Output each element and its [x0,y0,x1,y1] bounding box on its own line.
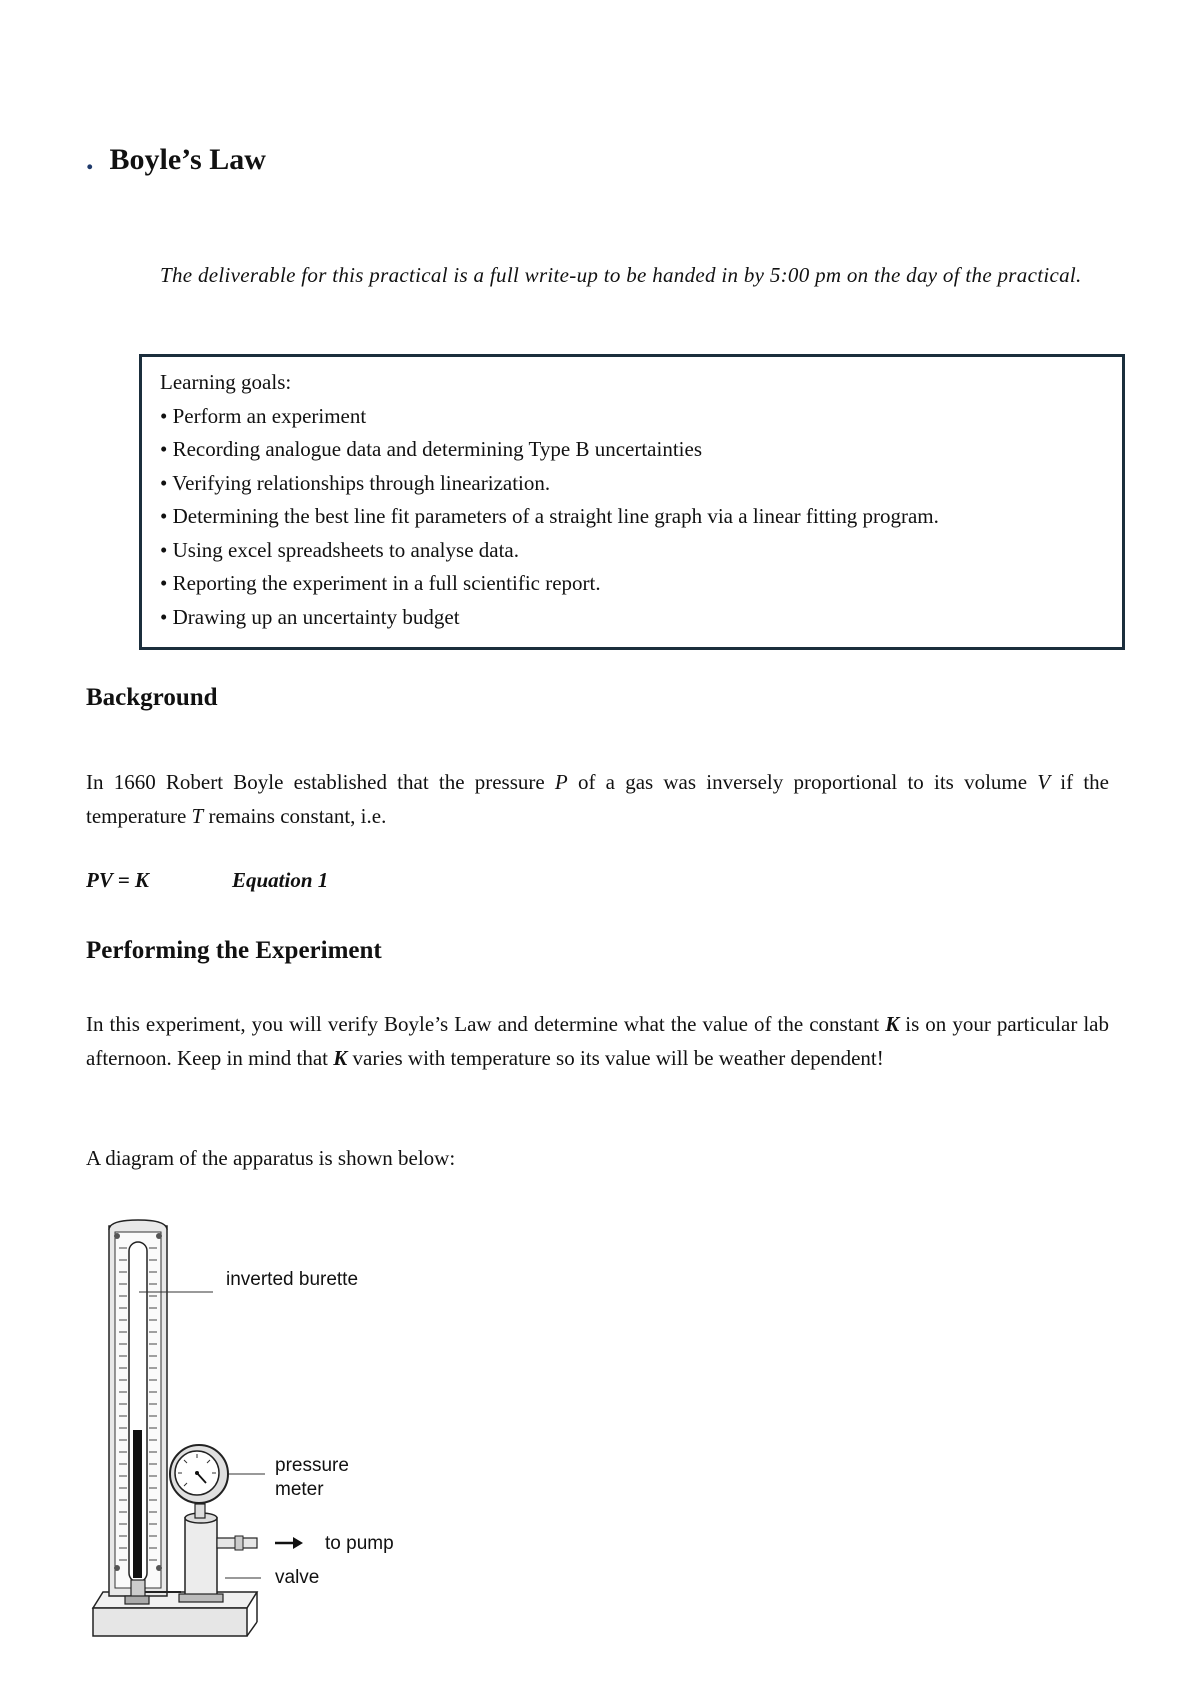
constant-symbol: K [333,1046,348,1070]
diagram-intro: A diagram of the apparatus is shown below: [86,1146,456,1170]
apparatus-diagram [85,1208,425,1640]
pressure-symbol: P [554,770,568,794]
arrow-right-icon [293,1537,303,1549]
liquid-column [133,1430,142,1578]
background-paragraph [86,765,1109,833]
pump-label: to pump [325,1533,394,1554]
learning-goals-heading: Learning goals: [160,370,292,394]
learning-goal-item: • Determining the best line fit parameters of a straight line graph via a linear fitting program. [160,500,1104,534]
background-text: if the temperature [86,770,1109,828]
equation: PV = K [86,868,149,892]
background-text: remains constant, i.e. [203,804,387,828]
experiment-heading: Performing the Experiment [86,937,382,964]
temperature-symbol: T [191,804,204,828]
constant-symbol: K [885,1012,900,1036]
base-front [93,1608,247,1636]
title-bullet: . [86,143,94,176]
valve-cylinder [185,1518,217,1600]
learning-goal-item: • Reporting the experiment in a full scientific report. [160,567,1104,601]
pressure-label: pressure [275,1455,349,1476]
background-text: In 1660 Robert Boyle established that the pressure [86,770,555,794]
deliverable-note: The deliverable for this practical is a full write-up to be handed in by 5:00 pm on the day of the practical. [160,263,1082,287]
learning-goal-item: • Using excel spreadsheets to analyse data. [160,534,1104,568]
background-heading: Background [86,684,218,711]
title-text: Boyle’s Law [109,143,266,176]
learning-goals-list [160,400,1104,635]
experiment-text: varies with temperature so its value will be weather dependent! [347,1046,884,1070]
learning-goal-item: • Perform an experiment [160,400,1104,434]
equation-line [86,868,328,893]
experiment-text: is on your particular lab afternoon. Keep in mind that [86,1012,1110,1070]
experiment-text: In this experiment, you will verify Boyle’s Law and determine what the value of the constant [86,1012,886,1036]
equation-label: Equation 1 [232,868,329,892]
volume-symbol: V [1037,770,1051,794]
burette-label: inverted burette [226,1269,359,1290]
learning-goals-box [139,354,1125,650]
learning-goal-item: • Verifying relationships through linearization. [160,467,1104,501]
background-text: of a gas was inversely proportional to its volume [567,770,1038,794]
meter-label: meter [275,1479,324,1500]
learning-goal-item: • Drawing up an uncertainty budget [160,601,1104,635]
experiment-paragraph [86,1007,1109,1075]
valve-label: valve [275,1567,320,1588]
page-title [86,143,266,177]
learning-goal-item: • Recording analogue data and determining Type B uncertainties [160,433,1104,467]
